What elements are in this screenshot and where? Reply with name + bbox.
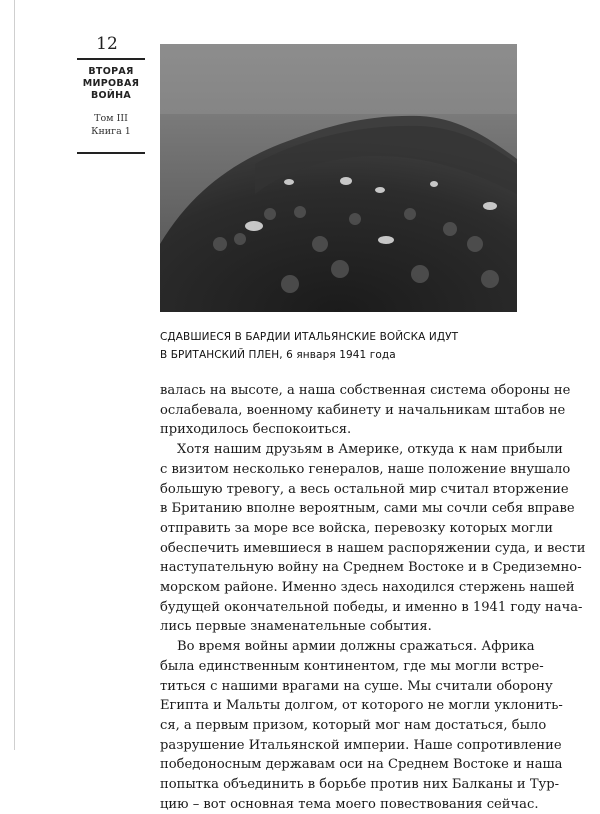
- text-line: морском районе. Именно здесь находился стержень нашей: [160, 580, 575, 596]
- text-line: ослабевала, военному кабинету и начальникам штабов не: [160, 402, 566, 418]
- page-number: 12: [96, 34, 118, 54]
- war-photograph: [160, 44, 517, 312]
- text-line: с визитом несколько генералов, наше положение внушало: [160, 461, 571, 477]
- text-line: титься с нашими врагами на суше. Мы считали оборону: [160, 678, 553, 694]
- caption-line: В БРИТАНСКИЙ ПЛЕН, 6 января 1941 года: [160, 349, 396, 361]
- book-title-line: МИРОВАЯ: [82, 78, 140, 89]
- volume-info: [66, 113, 156, 138]
- text-line: большую тревогу, а весь остальной мир считал вторжение: [160, 481, 569, 497]
- book-title-line: ВТОРАЯ: [88, 66, 134, 77]
- book-part: Книга 1: [91, 125, 131, 137]
- header-rule-top: [77, 58, 145, 60]
- text-line: приходилось беспокоиться.: [160, 422, 352, 438]
- body-text: [160, 381, 586, 814]
- text-line: лись первые знаменательные события.: [160, 619, 432, 635]
- text-line: будущей окончательной победы, и именно в 1941 году нача-: [160, 599, 583, 615]
- text-line: Хотя нашим друзьям в Америке, откуда к нам прибыли: [177, 442, 563, 458]
- page-edge-line: [14, 0, 15, 750]
- text-line: цию – вот основная тема моего повествования сейчас.: [160, 796, 539, 812]
- header-rule-bottom: [77, 152, 145, 154]
- text-line: разрушение Итальянской империи. Наше сопротивление: [160, 737, 562, 753]
- text-line: отправить за море все войска, перевозку которых могли: [160, 520, 553, 536]
- text-line: была единственным континентом, где мы могли встре-: [160, 658, 544, 674]
- text-line: Во время войны армии должны сражаться. Африка: [177, 639, 535, 655]
- text-line: наступательную войну на Среднем Востоке и в Средиземно-: [160, 560, 582, 576]
- text-line: в Британию вполне вероятным, сами мы сочли себя вправе: [160, 501, 575, 517]
- text-line: валась на высоте, а наша собственная система обороны не: [160, 383, 571, 398]
- photo-caption: [160, 328, 500, 364]
- caption-line: СДАВШИЕСЯ В БАРДИИ ИТАЛЬЯНСКИЕ ВОЙСКА ИДУТ: [160, 331, 459, 343]
- text-line: победоносным державам оси на Среднем Востоке и наша: [160, 757, 563, 773]
- book-title-line: ВОЙНА: [90, 90, 132, 101]
- text-line: Египта и Мальты долгом, от которого не могли уклонить-: [160, 698, 563, 714]
- volume-number: Том III: [94, 113, 128, 124]
- text-line: ся, а первым призом, который мог нам достаться, было: [160, 717, 547, 733]
- text-line: обеспечить имевшиеся в нашем распоряжении суда, и вести: [160, 540, 586, 556]
- photo-illustration: [160, 44, 517, 312]
- text-line: попытка объединить в борьбе против них Балканы и Тур-: [160, 777, 560, 793]
- book-title: [66, 66, 156, 102]
